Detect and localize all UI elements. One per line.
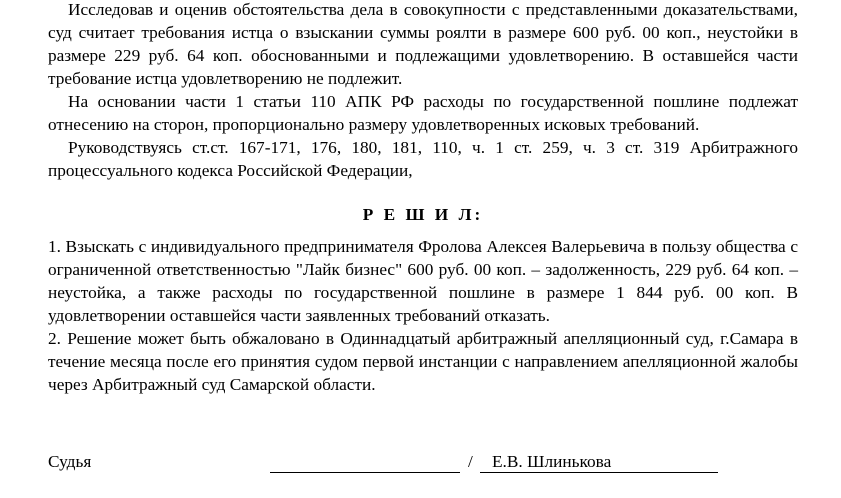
paragraph-findings: Исследовав и оценив обстоятельства дела в совокупности с представленными доказательствами, суд считает требования истца о взыскании суммы роялти в размере 600 руб. 00 коп., неустойки в размере 229 руб. 64 коп. обоснованными и подлежащими удовлетворению. В оставшейся части требование истца удовлетворению не подлежит.: [48, 0, 798, 88]
document-body: [48, 0, 798, 396]
judge-name: Е.В. Шлинькова: [492, 452, 612, 471]
decision-item-1: 1. Взыскать с индивидуального предпринимателя Фролова Алексея Валерьевича в пользу общества с ограниченной ответственностью "Лайк бизнес" 600 руб. 00 коп. – задолженность, 229 руб. 64 коп. – неустойка, а также расходы по государственной пошлине в размере 1 844 руб. 00 коп. В удовлетворении оставшейся части заявленных требований отказать.: [48, 237, 798, 325]
name-line: [480, 472, 718, 473]
signature-line: [270, 472, 460, 473]
signature-role: Судья: [48, 452, 92, 471]
paragraph-legal-basis: Руководствуясь ст.ст. 167-171, 176, 180, 181, 110, ч. 1 ст. 259, ч. 3 ст. 319 Арбитражного процессуального кодекса Российской Федерации,: [48, 138, 798, 180]
decision-item-2: 2. Решение может быть обжаловано в Одиннадцатый арбитражный апелляционный суд, г.Самара в течение месяца после его принятия судом первой инстанции с направлением апелляционной жалобы через Арбитражный суд Самарской области.: [48, 329, 798, 394]
paragraph-court-fees: На основании части 1 статьи 110 АПК РФ расходы по государственной пошлине подлежат отнесению на сторон, пропорционально размеру удовлетворенных исковых требований.: [48, 92, 798, 134]
signature-separator: /: [468, 452, 473, 471]
signature-block: [48, 452, 748, 478]
decision-title: Р Е Ш И Л:: [362, 205, 484, 224]
